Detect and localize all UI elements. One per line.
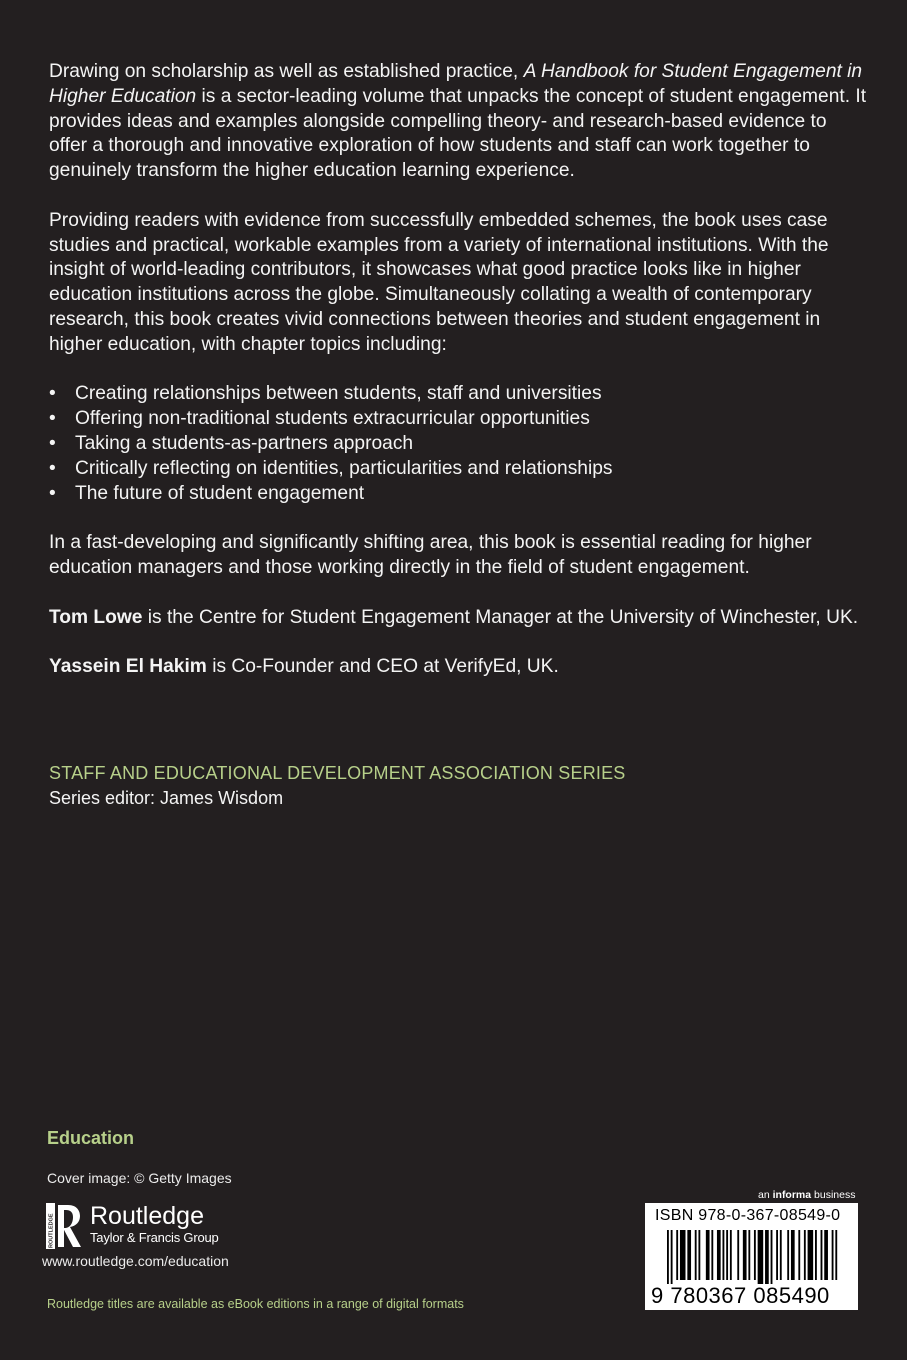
back-cover-description (49, 60, 869, 705)
barcode-bar (743, 1230, 747, 1280)
barcode-bar (815, 1230, 817, 1280)
barcode-bar (726, 1230, 728, 1280)
barcode-bar (717, 1230, 721, 1280)
barcode-bar (667, 1230, 669, 1284)
barcode-bar (711, 1230, 713, 1280)
list-item: • Taking a students-as-partners approach (49, 432, 869, 457)
series-name: STAFF AND EDUCATIONAL DEVELOPMENT ASSOCIATION SERIES (49, 763, 626, 783)
publisher-website: www.routledge.com/education (42, 1253, 229, 1269)
barcode-bar (695, 1230, 697, 1280)
barcode-bar (787, 1230, 789, 1280)
barcode-bars (667, 1230, 842, 1284)
subject-category: Education (47, 1128, 135, 1148)
ebook-availability-note: Routledge titles are available as eBook editions in a range of digital formats (47, 1297, 464, 1311)
barcode-bar (687, 1230, 691, 1280)
book-title: A Handbook for Student Engagement in Higher Education (49, 61, 863, 107)
logo-vertical-text: ROUTLEDGE (48, 1213, 55, 1248)
barcode-bar (706, 1230, 710, 1280)
barcode-bar (737, 1230, 739, 1280)
series-info (49, 761, 626, 811)
cover-image-credit: Cover image: © Getty Images (47, 1170, 232, 1186)
author-name: Tom Lowe (49, 606, 143, 628)
list-item: • The future of student engagement (49, 482, 869, 507)
list-item: • Offering non-traditional students extracurricular opportunities (49, 407, 869, 432)
evidence-paragraph: Providing readers with evidence from successfully embedded schemes, the book uses case studies and practical, workable examples from a variety of international institutions. With the insight of world-leading contributors, it showcases what good practice looks like in higher education institutions across the globe. Simultaneously collating a wealth of contemporary research, this book creates vivid connections between theories and student engagement in higher education, with chapter topics including: (49, 209, 829, 355)
barcode-bar (671, 1230, 673, 1284)
barcode-bar (758, 1230, 764, 1284)
barcode-bar (835, 1230, 837, 1280)
informa-business-note: an informa business (758, 1189, 856, 1201)
barcode-bar (680, 1230, 686, 1280)
barcode-bar (821, 1230, 823, 1280)
barcode-bar (776, 1230, 778, 1280)
isbn-barcode (643, 1201, 860, 1312)
barcode-bar (824, 1230, 828, 1280)
routledge-r-icon (46, 1203, 82, 1249)
barcode-bar (723, 1230, 725, 1280)
author-bio-lowe: Tom Lowe is the Centre for Student Engagement Manager at the University of Winchester, UK. (49, 606, 859, 628)
isbn-label: ISBN 978-0-367-08549-0 (655, 1207, 841, 1224)
barcode-bar (748, 1230, 750, 1280)
intro-paragraph: Drawing on scholarship as well as established practice, A Handbook for Student Engagement in Higher Education is a sector-leading volume that unpacks the concept of student engagement. It provides ideas and examples alongside compelling theory- and research-based evidence to offer a thorough and innovative exploration of how students and staff can work together to genuinely transform the higher education learning experience. (49, 61, 867, 182)
closing-paragraph: In a fast-developing and significantly shifting area, this book is essential reading for higher education managers and those working directly in the field of student engagement. (49, 532, 812, 578)
publisher-group: Taylor & Francis Group (90, 1230, 219, 1245)
publisher-name: Routledge (90, 1202, 204, 1230)
barcode-bar (765, 1230, 769, 1284)
barcode-bar (771, 1230, 773, 1284)
barcode-bar (832, 1230, 834, 1280)
list-item: • Critically reflecting on identities, particularities and relationships (49, 457, 869, 482)
barcode-bar (798, 1230, 800, 1280)
barcode-bar (780, 1230, 782, 1280)
isbn-digits: 9 780367 085490 (651, 1283, 830, 1308)
list-item: • Creating relationships between students, staff and universities (49, 382, 869, 407)
barcode-bar (791, 1230, 795, 1280)
series-editor: Series editor: James Wisdom (49, 788, 284, 808)
barcode-bar (804, 1230, 806, 1280)
barcode-bar (808, 1230, 814, 1280)
barcode-bar (730, 1230, 732, 1280)
routledge-logo (46, 1203, 219, 1249)
chapter-topics-list (49, 382, 869, 506)
author-bio-el-hakim: Yassein El Hakim is Co-Founder and CEO at VerifyEd, UK. (49, 656, 559, 678)
barcode-bar (754, 1230, 756, 1280)
barcode-bar (698, 1230, 700, 1280)
barcode-bar (676, 1230, 678, 1280)
author-name: Yassein El Hakim (49, 656, 207, 678)
